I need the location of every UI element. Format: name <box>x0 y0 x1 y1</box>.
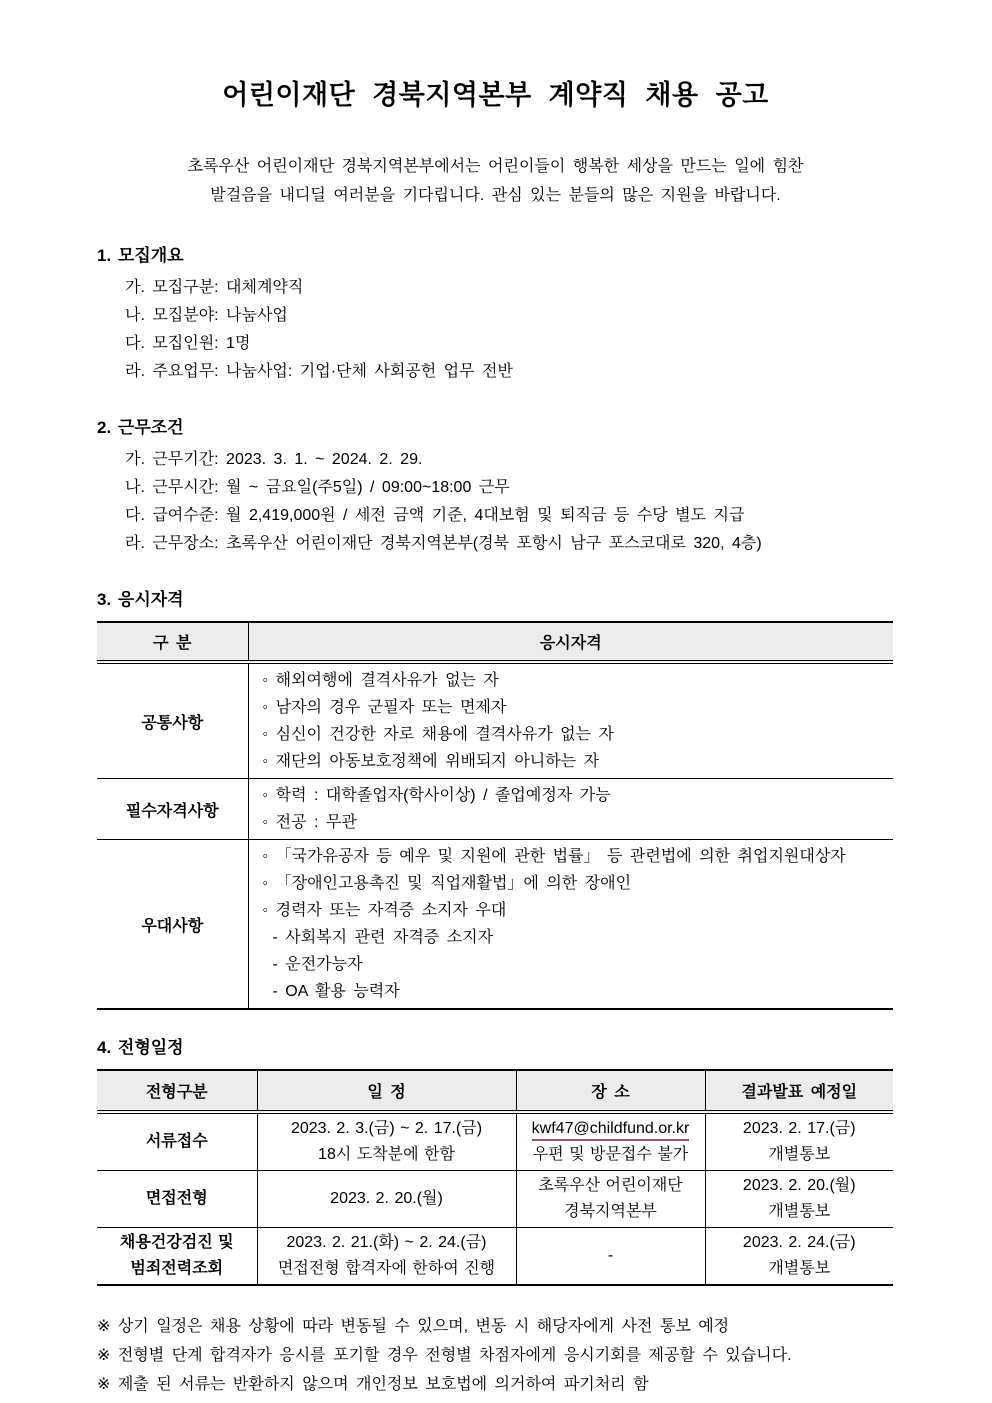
section-working-conditions <box>97 416 894 558</box>
stage-name: 면접전형 <box>145 1190 208 1207</box>
qualification-line: ◦ 남자의 경우 군필자 또는 면제자 <box>262 699 507 716</box>
row-content <box>248 779 893 840</box>
overview-list <box>97 274 894 386</box>
table-row-interview <box>97 1171 893 1228</box>
date-line: 2023. 2. 3.(금) ~ 2. 17.(금) <box>290 1120 483 1137</box>
result-line: 개별통보 <box>768 1203 831 1220</box>
intro-line-2: 발걸음을 내디딜 여러분을 기다립니다. 관심 있는 분들의 많은 지원을 바랍니다. <box>210 187 781 204</box>
place-line: 초록우산 어린이재단 <box>538 1177 683 1194</box>
place-cell <box>516 1112 705 1171</box>
table-header-place: 장 소 <box>516 1070 705 1112</box>
schedule-table <box>97 1069 893 1286</box>
list-item: 나. 근무시간: 월 ~ 금요일(주5일) / 09:00~18:00 근무 <box>125 479 510 496</box>
table-header-result-date: 결과발표 예정일 <box>705 1070 893 1112</box>
qualification-line: ◦ 심신이 건강한 자로 채용에 결격사유가 없는 자 <box>262 726 614 743</box>
table-row-preferred-qualifications <box>97 840 893 1010</box>
row-label: 필수자격사항 <box>97 779 248 840</box>
date-cell <box>257 1228 516 1286</box>
result-line: 2023. 2. 24.(금) <box>742 1234 856 1251</box>
intro-paragraph <box>97 152 894 210</box>
section-heading-schedule: 4. 전형일정 <box>97 1038 184 1057</box>
stage-cell <box>97 1112 257 1171</box>
table-row-required-qualifications <box>97 779 893 840</box>
table-header-row <box>97 1070 893 1112</box>
result-line: 2023. 2. 20.(월) <box>742 1177 856 1194</box>
row-label: 우대사항 <box>97 840 248 1010</box>
qualification-line: ◦ 전공 : 무관 <box>262 814 357 831</box>
date-cell <box>257 1112 516 1171</box>
section-recruitment-overview <box>97 244 894 386</box>
note-item: ※ 상기 일정은 채용 상황에 따라 변동될 수 있으며, 변동 시 해당자에게 사전 통보 예정 <box>97 1318 730 1335</box>
row-content <box>248 662 893 779</box>
qualification-line: ◦ 재단의 아동보호정책에 위배되지 아니하는 자 <box>262 753 600 770</box>
result-line: 2023. 2. 17.(금) <box>742 1120 856 1137</box>
qualification-line: ◦ 해외여행에 결격사유가 없는 자 <box>262 672 499 689</box>
result-cell <box>705 1228 893 1286</box>
qualification-line: ◦ 「장애인고용촉진 및 직업재활법」에 의한 장애인 <box>262 875 632 892</box>
table-header-qualification: 응시자격 <box>248 622 893 662</box>
date-line: 면접전형 합격자에 한하여 진행 <box>277 1260 496 1277</box>
qualification-line: ◦ 「국가유공자 등 예우 및 지원에 관한 법률」 등 관련법에 의한 취업지원대상자 <box>262 848 846 865</box>
section-heading-overview: 1. 모집개요 <box>97 246 184 265</box>
table-header-row <box>97 622 893 662</box>
list-item: 나. 모집분야: 나눔사업 <box>125 307 288 324</box>
footnotes <box>97 1312 894 1399</box>
row-content <box>248 840 893 1010</box>
note-item: ※ 제출 된 서류는 반환하지 않으며 개인정보 보호법에 의거하여 파기처리 함 <box>97 1376 649 1393</box>
section-heading-qualifications: 3. 응시자격 <box>97 590 184 609</box>
list-item: 라. 근무장소: 초록우산 어린이재단 경북지역본부(경북 포항시 남구 포스코대로 320, 4층) <box>125 535 762 552</box>
stage-name: 범죄전력조회 <box>130 1260 224 1277</box>
note-item: ※ 전형별 단계 합격자가 응시를 포기할 경우 전형별 차점자에게 응시기회를 제공할 수 있습니다. <box>97 1347 792 1364</box>
result-cell <box>705 1171 893 1228</box>
place-line: 우편 및 방문접수 불가 <box>532 1146 689 1163</box>
list-item: 가. 근무기간: 2023. 3. 1. ~ 2024. 2. 29. <box>125 451 423 468</box>
date-line: 18시 도착분에 한함 <box>318 1146 455 1163</box>
table-row-common-requirements <box>97 662 893 779</box>
list-item: 라. 주요업무: 나눔사업: 기업·단체 사회공헌 업무 전반 <box>125 363 513 380</box>
qualification-subline: - OA 활용 능력자 <box>272 983 400 1000</box>
row-label: 공통사항 <box>97 662 248 779</box>
list-item: 다. 급여수준: 월 2,419,000원 / 세전 금액 기준, 4대보험 및 퇴직금 등 수당 별도 지급 <box>125 507 745 524</box>
qualification-subline: - 사회복지 관련 자격증 소지자 <box>272 929 494 946</box>
result-line: 개별통보 <box>768 1260 831 1277</box>
table-header-date: 일 정 <box>257 1070 516 1112</box>
stage-name: 서류접수 <box>145 1133 208 1150</box>
section-qualifications <box>97 588 894 1010</box>
stage-name: 채용건강검진 및 <box>119 1234 234 1251</box>
qualification-line: ◦ 경력자 또는 자격증 소지자 우대 <box>262 902 507 919</box>
table-header-category: 구 분 <box>97 622 248 662</box>
date-line: 2023. 2. 20.(월) <box>330 1190 443 1207</box>
page-title: 어린이재단 경북지역본부 계약직 채용 공고 <box>222 80 769 110</box>
date-cell <box>257 1171 516 1228</box>
place-line: - <box>607 1247 614 1264</box>
working-conditions-list <box>97 446 894 558</box>
stage-cell <box>97 1228 257 1286</box>
table-header-stage: 전형구분 <box>97 1070 257 1112</box>
qualification-line: ◦ 학력 : 대학졸업자(학사이상) / 졸업예정자 가능 <box>262 787 611 804</box>
result-cell <box>705 1112 893 1171</box>
stage-cell <box>97 1171 257 1228</box>
list-item: 다. 모집인원: 1명 <box>125 335 251 352</box>
table-row-document-submission <box>97 1112 893 1171</box>
table-row-health-check <box>97 1228 893 1286</box>
qualification-subline: - 운전가능자 <box>272 956 363 973</box>
intro-line-1: 초록우산 어린이재단 경북지역본부에서는 어린이들이 행복한 세상을 만드는 일에 힘찬 <box>187 158 804 175</box>
section-heading-working-conditions: 2. 근무조건 <box>97 418 184 437</box>
email-link[interactable]: kwf47@childfund.or.kr <box>532 1119 690 1141</box>
date-line: 2023. 2. 21.(화) ~ 2. 24.(금) <box>286 1234 487 1251</box>
result-line: 개별통보 <box>768 1146 831 1163</box>
qualifications-table <box>97 621 893 1010</box>
list-item: 가. 모집구분: 대체계약직 <box>125 279 304 296</box>
place-line: 경북지역본부 <box>564 1203 657 1220</box>
place-cell <box>516 1171 705 1228</box>
section-schedule <box>97 1036 894 1286</box>
place-cell <box>516 1228 705 1286</box>
